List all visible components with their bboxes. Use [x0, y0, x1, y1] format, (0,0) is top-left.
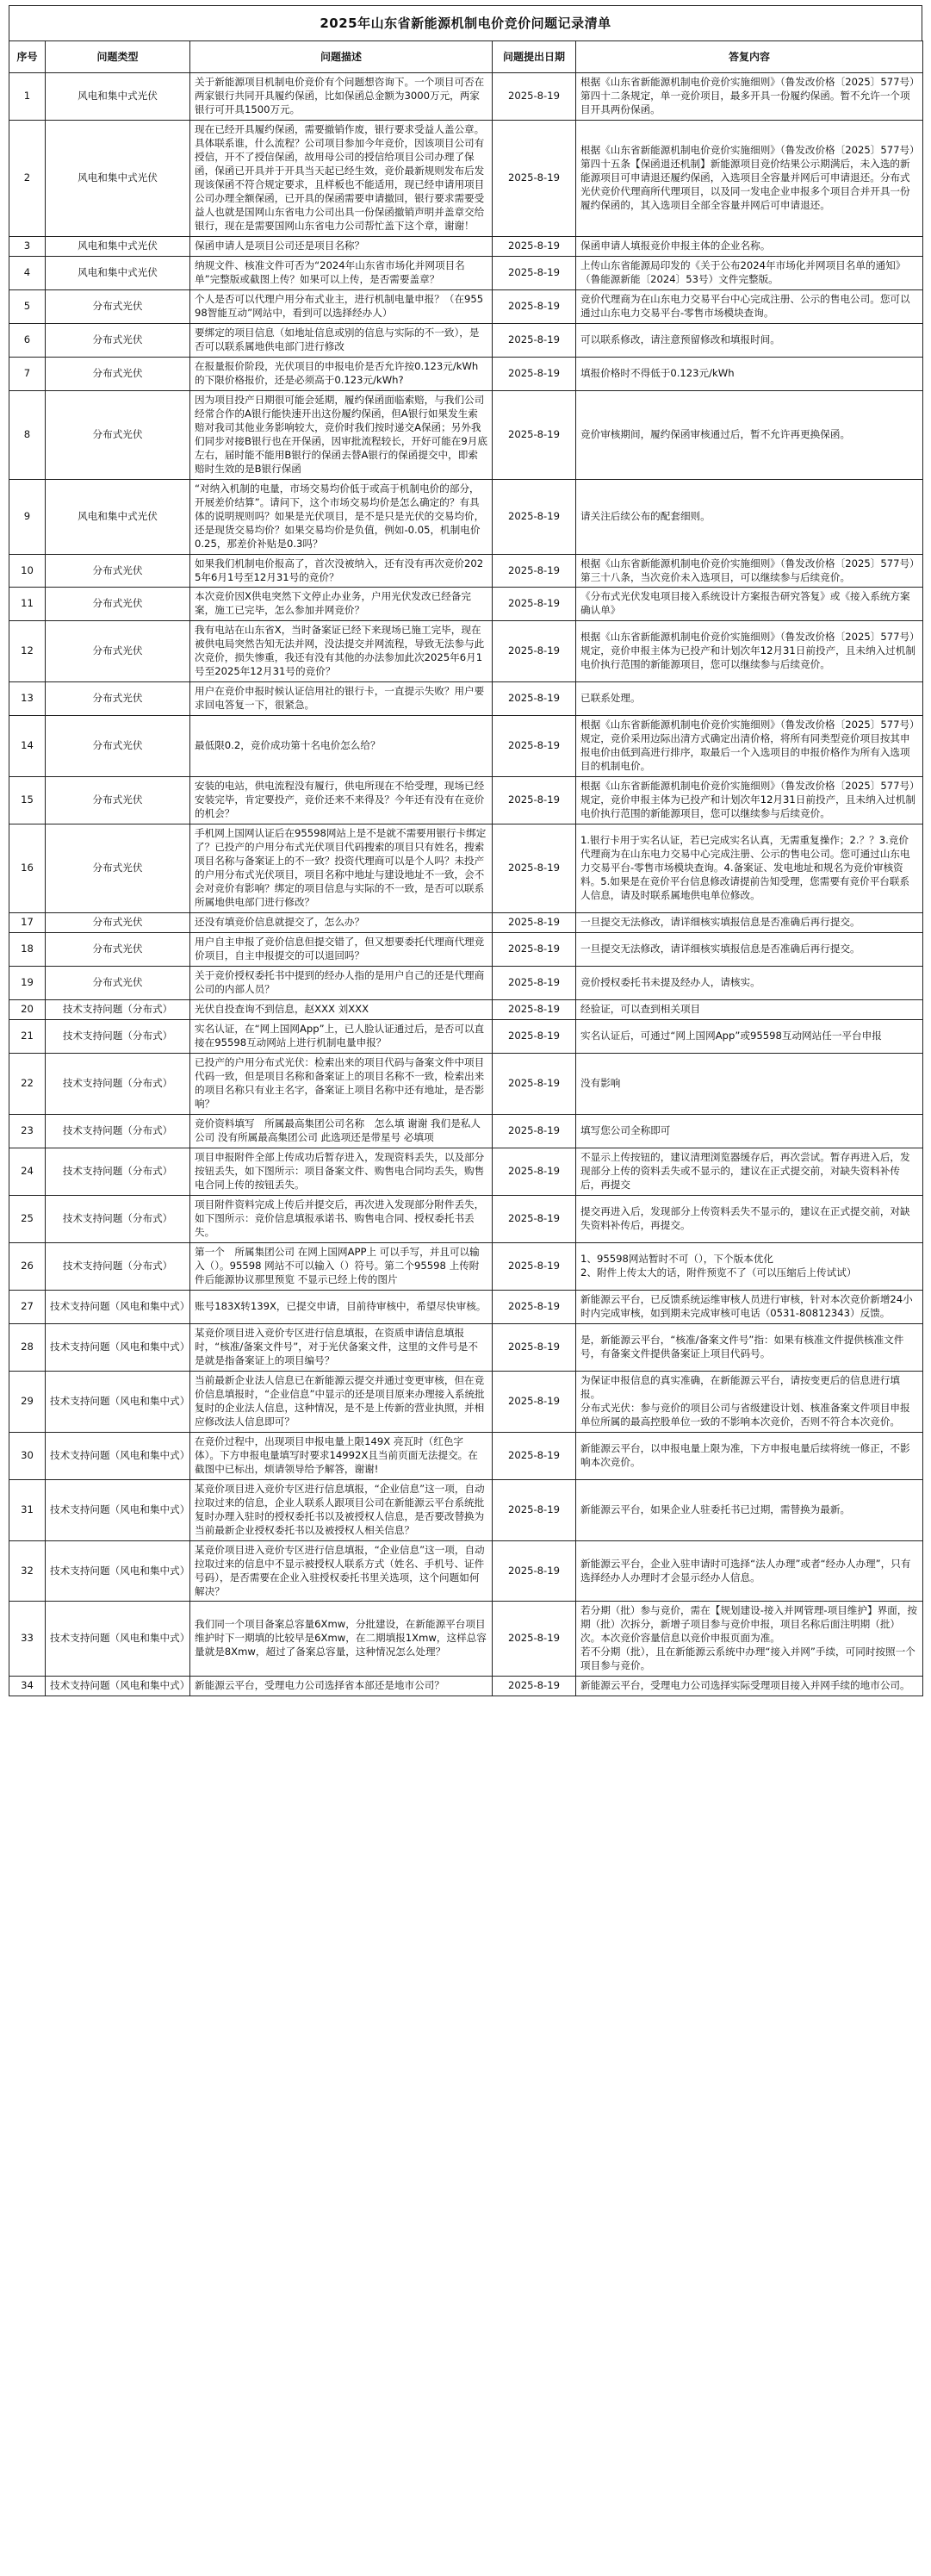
answer-content: 根据《山东省新能源机制电价竞价实施细则》（鲁发改价格〔2025〕577号）第四十五条【保函退还机制】新能源项目竞价结果公示期满后，未入选的新能源项目可申请退还履约保函，入选项目全容量并网后可申请退还。分布式光伏竞价代理商所代理项目，以及同一发电企业申报多个项目合并开具一份履约保函的，其入选项目全部全容量并网后可申请退还。	[576, 120, 923, 236]
table-row	[9, 1148, 923, 1195]
table-row	[9, 554, 923, 588]
question-description: 用户在竞价申报时候认证信用社的银行卡，一直提示失败？用户要求回电答复一下，很紧急。	[190, 682, 493, 716]
question-type: 分布式光伏	[46, 357, 190, 390]
question-type: 风电和集中式光伏	[46, 73, 190, 121]
answer-content: 上传山东省能源局印发的《关于公布2024年市场化并网项目名单的通知》（鲁能源新能〔2024〕53号）文件完整版。	[576, 256, 923, 289]
question-date: 2025-8-19	[493, 289, 576, 323]
question-type: 技术支持问题（分布式）	[46, 1148, 190, 1195]
document-page	[9, 0, 922, 1696]
question-description: 项目附件资料完成上传后并提交后，再次进入发现部分附件丢失，如下图所示：竞价信息填报承诺书、购售电合同、授权委托书丢失。	[190, 1195, 493, 1242]
answer-content: 竞价代理商为在山东电力交易平台中心完成注册、公示的售电公司。您可以通过山东电力交易平台-零售市场模块查询。	[576, 289, 923, 323]
question-date: 2025-8-19	[493, 1290, 576, 1323]
question-type: 风电和集中式光伏	[46, 479, 190, 554]
row-number: 17	[9, 913, 46, 933]
question-type: 技术支持问题（风电和集中式）	[46, 1602, 190, 1677]
table-row	[9, 357, 923, 390]
table-row	[9, 824, 923, 913]
question-type: 风电和集中式光伏	[46, 120, 190, 236]
question-type: 分布式光伏	[46, 554, 190, 588]
row-number: 2	[9, 120, 46, 236]
question-date: 2025-8-19	[493, 1677, 576, 1696]
row-number: 13	[9, 682, 46, 716]
question-date: 2025-8-19	[493, 120, 576, 236]
question-date: 2025-8-19	[493, 1242, 576, 1290]
question-description: 个人是否可以代理户用分布式业主，进行机制电量申报？（在95598智能互动”网站中，看到可以选择经办人）	[190, 289, 493, 323]
question-description: 我有电站在山东省X，当时备案证已经下来现场已施工完毕，现在被供电局突然告知无法并网，没法提交并网流程，导致无法参与此次竞价，损失惨重，我还有没有其他的办法参加此次2025年6月1号至2025年12月31号的竞价？	[190, 621, 493, 682]
question-description: 光伏自投查询不到信息，赵XXX 刘XXX	[190, 1000, 493, 1020]
answer-content: 新能源云平台，已反馈系统运维审核人员进行审核，针对本次竞价新增24小时内完成审核，如到期未完成审核可电话（0531-80812343）反馈。	[576, 1290, 923, 1323]
answer-content: 填写您公司全称即可	[576, 1114, 923, 1148]
question-date: 2025-8-19	[493, 933, 576, 967]
answer-content: 1.银行卡用于实名认证，若已完成实名认真，无需重复操作；2.？？3.竞价代理商为在山东电力交易中心完成注册、公示的售电公司。您可通过山东电力交易平台-零售市场模块查询。4.备案证、发电地址和规名为竞价审核资料。5.如果是在竞价平台信息修改请提前告知受理，您需要有竞价平台联系人信息，请及时联系属地供电单位修改。	[576, 824, 923, 913]
row-number: 21	[9, 1020, 46, 1054]
header-answer: 答复内容	[576, 41, 923, 73]
question-type: 技术支持问题（分布式）	[46, 1195, 190, 1242]
question-description: 竞价资料填写 所属最高集团公司名称 怎么填 谢谢 我们是私人公司 没有所属最高集团公司 此选项还是带星号 必填项	[190, 1114, 493, 1148]
table-row	[9, 1677, 923, 1696]
question-description: 用户自主申报了竞价信息但提交错了，但又想要委托代理商代理竞价项目，自主申报提交的可以退回吗？	[190, 933, 493, 967]
row-number: 18	[9, 933, 46, 967]
answer-content: 为保证申报信息的真实准确，在新能源云平台，请按变更后的信息进行填报。 分布式光伏：参与竞价的项目公司与省级建设计划、核准备案文件项目申报单位所属的最高控股单位一致的不影响本次竞价，否则不符合本次竞价。	[576, 1371, 923, 1432]
question-date: 2025-8-19	[493, 824, 576, 913]
answer-content: 新能源云平台，受理电力公司选择实际受理项目接入并网手续的地市公司。	[576, 1677, 923, 1696]
question-description: 某竞价项目进入竞价专区进行信息填报，“企业信息”这一项，自动拉取过来的信息中不显示被授权人联系方式（姓名、手机号、证件号码），是否需要在企业入驻授权委托书里关选项，这个问题如何解决？	[190, 1540, 493, 1602]
answer-content: 提交再进入后，发现部分上传资料丢失不显示的，建议在正式提交前，对缺失资料补传后，再提交。	[576, 1195, 923, 1242]
answer-content: 根据《山东省新能源机制电价竞价实施细则》（鲁发改价格〔2025〕577号）规定，竞价申报主体为已投产和计划次年12月31日前投产，且未纳入过机制电价执行范围的新能源项目，您可以继续参与后续竞价。	[576, 777, 923, 824]
row-number: 5	[9, 289, 46, 323]
question-date: 2025-8-19	[493, 1602, 576, 1677]
answer-content: 一旦提交无法修改，请详细核实填报信息是否准确后再行提交。	[576, 913, 923, 933]
answer-content: 新能源云平台，企业入驻申请时可选择“法人办理”或者“经办人办理”，只有选择经办人办理时才会显示经办人信息。	[576, 1540, 923, 1602]
qa-table	[9, 40, 923, 1696]
question-date: 2025-8-19	[493, 1371, 576, 1432]
header-date: 问题提出日期	[493, 41, 576, 73]
document-title: 2025年山东省新能源机制电价竞价问题记录清单	[9, 5, 922, 40]
row-number: 32	[9, 1540, 46, 1602]
row-number: 16	[9, 824, 46, 913]
row-number: 33	[9, 1602, 46, 1677]
question-description: 现在已经开具履约保函，需要撤销作废，银行要求受益人盖公章。具体联系谁，什么流程？公司项目参加今年竞价，因该项目公司有授信，开不了授信保函，故用母公司的授信给项目公司办理了保函，保函已开具并于开具当天起已经生效，竞价最新规则发布后发现该保函不符合规定要求，且样板也不能适用，现已经申请用项目公司办理全额保函，已开具的保函需要申请撤回，银行要求需要受益人也就是国网山东省电力公司出具一份保函撤销声明并盖章交给银行，现在是需要国网山东省电力公司帮忙盖下这个章，谢谢！	[190, 120, 493, 236]
table-row	[9, 1020, 923, 1054]
row-number: 25	[9, 1195, 46, 1242]
question-description: 本次竞价因X供电突然下文停止办业务，户用光伏发改已经备完案，施工已完毕，怎么参加并网竞价？	[190, 588, 493, 621]
question-type: 风电和集中式光伏	[46, 236, 190, 256]
row-number: 10	[9, 554, 46, 588]
answer-content: 竞价授权委托书未提及经办人，请核实。	[576, 967, 923, 1000]
question-type: 技术支持问题（风电和集中式）	[46, 1371, 190, 1432]
row-number: 20	[9, 1000, 46, 1020]
row-number: 24	[9, 1148, 46, 1195]
answer-content: 根据《山东省新能源机制电价竞价实施细则》（鲁发改价格〔2025〕577号）规定，竞价采用边际出清方式确定出清价格，将所有同类型竞价项目按其申报电价由低到高进行排序，取最后一个入选项目的申报价格作为所有入选项目的机制电价。	[576, 716, 923, 777]
table-row	[9, 1602, 923, 1677]
question-type: 技术支持问题（风电和集中式）	[46, 1677, 190, 1696]
row-number: 14	[9, 716, 46, 777]
answer-content: 《分布式光伏发电项目接入系统设计方案报告研究答复》或《接入系统方案确认单》	[576, 588, 923, 621]
question-date: 2025-8-19	[493, 256, 576, 289]
question-description: 某竞价项目进入竞价专区进行信息填报，“企业信息”这一项，自动拉取过来的信息，企业人联系人跟项目公司在新能源云平台系统批复时办理入驻时的授权委托书以及被授权人信息，是否要改替换为当前最新企业授权委托书以及被授权人相关信息？	[190, 1479, 493, 1540]
table-row	[9, 479, 923, 554]
question-date: 2025-8-19	[493, 1148, 576, 1195]
row-number: 3	[9, 236, 46, 256]
question-description: 账号183X转139X，已提交申请，目前待审核中，希望尽快审核。	[190, 1290, 493, 1323]
row-number: 7	[9, 357, 46, 390]
table-row	[9, 1242, 923, 1290]
question-description: 保函申请人是项目公司还是项目名称？	[190, 236, 493, 256]
table-row	[9, 1000, 923, 1020]
question-description: 已投产的户用分布式光伏：检索出来的项目代码与备案文件中项目代码一致，但是项目名称和备案证上的项目名称不一致，检索出来的项目名称只有业主名字，备案证上项目名称中还有地址，是否影响？	[190, 1054, 493, 1115]
header-no: 序号	[9, 41, 46, 73]
answer-content: 经验证，可以查到相关项目	[576, 1000, 923, 1020]
answer-content: 根据《山东省新能源机制电价竞价实施细则》（鲁发改价格〔2025〕577号）第四十二条规定，单一竞价项目，最多开具一份履约保函。暂不允许一个项目开具两份保函。	[576, 73, 923, 121]
table-row	[9, 236, 923, 256]
row-number: 12	[9, 621, 46, 682]
row-number: 28	[9, 1323, 46, 1371]
answer-content: 根据《山东省新能源机制电价竞价实施细则》（鲁发改价格〔2025〕577号）第三十八条，当次竞价未入选项目，可以继续参与后续竞价。	[576, 554, 923, 588]
question-description: “对纳入机制的电量，市场交易均价低于或高于机制电价的部分，开展差价结算”。请问下，这个市场交易均价是怎么确定的？有具体的说明规则吗？如果是光伏项目，是不是只是光伏的交易均价，还是现货交易均价？如果交易均价是负值，例如-0.05，机制电价0.25，那差价补贴是0.3吗？	[190, 479, 493, 554]
table-row	[9, 716, 923, 777]
answer-content: 请关注后续公布的配套细则。	[576, 479, 923, 554]
question-type: 分布式光伏	[46, 824, 190, 913]
question-description: 在报量报价阶段，光伏项目的申报电价是否允许按0.123元/kWh的下限价格报价，还是必须高于0.123元/kWh?	[190, 357, 493, 390]
question-type: 分布式光伏	[46, 588, 190, 621]
question-type: 技术支持问题（风电和集中式）	[46, 1432, 190, 1479]
table-row	[9, 256, 923, 289]
answer-content: 根据《山东省新能源机制电价竞价实施细则》（鲁发改价格〔2025〕577号）规定，竞价申报主体为已投产和计划次年12月31日前投产，且未纳入过机制电价执行范围的新能源项目，您可以继续参与后续竞价。	[576, 621, 923, 682]
row-number: 34	[9, 1677, 46, 1696]
table-row	[9, 1195, 923, 1242]
row-number: 4	[9, 256, 46, 289]
header-description: 问题描述	[190, 41, 493, 73]
table-row	[9, 323, 923, 357]
table-row	[9, 289, 923, 323]
question-description: 当前最新企业法人信息已在新能源云提交并通过变更审核，但在竞价信息填报时，“企业信息”中显示的还是项目原来办理接入系统批复时的企业法人信息，这种情况，是不是上传新的营业执照，并相应修改法人信息即可？	[190, 1371, 493, 1432]
answer-content: 保函申请人填报竞价申报主体的企业名称。	[576, 236, 923, 256]
answer-content: 没有影响	[576, 1054, 923, 1115]
table-row	[9, 777, 923, 824]
question-type: 分布式光伏	[46, 390, 190, 479]
table-row	[9, 588, 923, 621]
table-row	[9, 933, 923, 967]
table-row	[9, 73, 923, 121]
table-row	[9, 390, 923, 479]
question-date: 2025-8-19	[493, 1195, 576, 1242]
question-date: 2025-8-19	[493, 913, 576, 933]
question-type: 技术支持问题（风电和集中式）	[46, 1290, 190, 1323]
table-row	[9, 1290, 923, 1323]
question-date: 2025-8-19	[493, 1000, 576, 1020]
answer-content: 是，新能源云平台，“核准/备案文件号”指：如果有核准文件提供核准文件号，有备案文件提供备案证上项目代码号。	[576, 1323, 923, 1371]
table-row	[9, 1323, 923, 1371]
question-date: 2025-8-19	[493, 621, 576, 682]
row-number: 8	[9, 390, 46, 479]
question-date: 2025-8-19	[493, 554, 576, 588]
question-date: 2025-8-19	[493, 1323, 576, 1371]
question-type: 分布式光伏	[46, 967, 190, 1000]
table-row	[9, 621, 923, 682]
table-row	[9, 1371, 923, 1432]
table-body	[9, 73, 923, 1696]
question-date: 2025-8-19	[493, 1114, 576, 1148]
row-number: 6	[9, 323, 46, 357]
table-row	[9, 1479, 923, 1540]
row-number: 19	[9, 967, 46, 1000]
question-description: 第一个 所属集团公司 在网上国网APP上 可以手写，并且可以输入（）。95598 网站不可以输入（）符号。第二个95598 上传附件后能源协议那里预览 不显示已经上传的图片	[190, 1242, 493, 1290]
question-type: 分布式光伏	[46, 716, 190, 777]
question-type: 技术支持问题（风电和集中式）	[46, 1323, 190, 1371]
question-description: 因为项目投产日期很可能会延期，履约保函面临索赔，与我们公司经常合作的A银行能快速开出这份履约保函，但A银行如果发生索赔对我司其他业务影响较大，竞价时我们按时递交A保函；另外我们同步对接B银行也在开保函，因审批流程较长，开好可能在9月底左右，届时能不能用B银行的保函去替A银行的保函提交中，即索赔时生效的是B银行保函	[190, 390, 493, 479]
question-description: 在竞价过程中，出现项目申报电量上限149X 亮瓦时（红色字体）。下方申报电量填写时要求14992X且当前页面无法提交。在截图中已标出，烦请领导给予解答，谢谢!	[190, 1432, 493, 1479]
table-row	[9, 682, 923, 716]
question-date: 2025-8-19	[493, 1432, 576, 1479]
question-type: 分布式光伏	[46, 323, 190, 357]
question-description: 实名认证，在“网上国网App”上，已人脸认证通过后，是否可以直接在95598互动网站上进行机制电量申报？	[190, 1020, 493, 1054]
question-date: 2025-8-19	[493, 323, 576, 357]
question-type: 技术支持问题（分布式）	[46, 1020, 190, 1054]
row-number: 9	[9, 479, 46, 554]
question-description: 手机网上国网认证后在95598网站上是不是就不需要用银行卡绑定了？已投产的户用分布式光伏项目代码搜索的项目只有姓名，搜索项目名称与备案证上的不一致？投资代理商可以是个人吗？未投产的户用分布式光伏项目，项目名称中地址与建设地址不一致，会不会对竞价有影响？绑定的项目信息与实际的不一致，是否可以联系所属地供电部门进行修改？	[190, 824, 493, 913]
row-number: 30	[9, 1432, 46, 1479]
question-description: 我们同一个项目备案总容量6Xmw，分批建设，在新能源平台项目维护时下一期填的比较早是6Xmw，在二期填报1Xmw，这样总容量就是8Xmw，超过了备案总容量，这种情况怎么处理？	[190, 1602, 493, 1677]
answer-content: 实名认证后，可通过“网上国网App”或95598互动网站任一平台申报	[576, 1020, 923, 1054]
question-date: 2025-8-19	[493, 236, 576, 256]
question-date: 2025-8-19	[493, 1540, 576, 1602]
answer-content: 已联系处理。	[576, 682, 923, 716]
question-description: 安装的电站，供电流程没有履行，供电所现在不给受理，现场已经安装完毕，肯定要投产，竞价还来不来得及？今年还有没有在竞价的机会？	[190, 777, 493, 824]
question-date: 2025-8-19	[493, 1054, 576, 1115]
answer-content: 可以联系修改，请注意预留修改和填报时间。	[576, 323, 923, 357]
question-date: 2025-8-19	[493, 1479, 576, 1540]
question-type: 技术支持问题（分布式）	[46, 1054, 190, 1115]
answer-content: 新能源云平台，如果企业人驻委托书已过期，需替换为最新。	[576, 1479, 923, 1540]
question-type: 分布式光伏	[46, 933, 190, 967]
row-number: 31	[9, 1479, 46, 1540]
question-type: 分布式光伏	[46, 289, 190, 323]
row-number: 27	[9, 1290, 46, 1323]
row-number: 22	[9, 1054, 46, 1115]
question-date: 2025-8-19	[493, 588, 576, 621]
row-number: 1	[9, 73, 46, 121]
question-date: 2025-8-19	[493, 716, 576, 777]
question-description: 还没有填竞价信息就提交了，怎么办？	[190, 913, 493, 933]
question-description: 要绑定的项目信息（如地址信息或别的信息与实际的不一致），是否可以联系属地供电部门进行修改	[190, 323, 493, 357]
answer-content: 1、95598网站暂时不可（），下个版本优化 2、附件上传太大的话，附件预览不了（可以压缩后上传试试）	[576, 1242, 923, 1290]
question-type: 分布式光伏	[46, 682, 190, 716]
row-number: 15	[9, 777, 46, 824]
question-date: 2025-8-19	[493, 967, 576, 1000]
answer-content: 填报价格时不得低于0.123元/kWh	[576, 357, 923, 390]
row-number: 23	[9, 1114, 46, 1148]
question-date: 2025-8-19	[493, 479, 576, 554]
question-date: 2025-8-19	[493, 682, 576, 716]
row-number: 26	[9, 1242, 46, 1290]
question-description: 如果我们机制电价报高了，首次没被纳入，还有没有再次竞价2025年6月1号至12月31号的竞价？	[190, 554, 493, 588]
question-description: 纳规文件、核准文件可否为“2024年山东省市场化并网项目名单”完整版或截图上传？如果可以上传，是否需要盖章？	[190, 256, 493, 289]
question-type: 技术支持问题（分布式）	[46, 1000, 190, 1020]
table-row	[9, 1540, 923, 1602]
table-row	[9, 1054, 923, 1115]
table-header-row	[9, 41, 923, 73]
question-description: 项目申报附件全部上传成功后暂存进入，发现资料丢失，以及部分按钮丢失，如下图所示：项目备案文件、购售电合同均丢失，购售电合同上传的按钮丢失。	[190, 1148, 493, 1195]
question-date: 2025-8-19	[493, 357, 576, 390]
question-description: 新能源云平台，受理电力公司选择省本部还是地市公司？	[190, 1677, 493, 1696]
question-description: 关于竞价授权委托书中提到的经办人指的是用户自己的还是代理商公司的内部人员？	[190, 967, 493, 1000]
question-date: 2025-8-19	[493, 1020, 576, 1054]
question-date: 2025-8-19	[493, 390, 576, 479]
question-type: 分布式光伏	[46, 621, 190, 682]
answer-content: 若分期（批）参与竞价，需在【规划建设-接入并网管理-项目维护】界面，按期（批）次拆分，新增子项目参与竞价申报，项目名称后面注明期（批）次。本次竞价容量信息以竞价申报页面为准。 若不分期（批），且在新能源云系统中办理“接入并网”手续，可同时按照一个项目参与竞价。	[576, 1602, 923, 1677]
question-description: 关于新能源项目机制电价竞价有个问题想咨询下。一个项目可否在两家银行共同开具履约保函，比如保函总金额为3000万元，两家银行可开具1500万元。	[190, 73, 493, 121]
question-date: 2025-8-19	[493, 777, 576, 824]
answer-content: 一旦提交无法修改，请详细核实填报信息是否准确后再行提交。	[576, 933, 923, 967]
question-type: 技术支持问题（分布式）	[46, 1114, 190, 1148]
question-type: 技术支持问题（风电和集中式）	[46, 1479, 190, 1540]
answer-content: 新能源云平台，以申报电量上限为准，下方申报电量后续将统一修正，不影响本次竞价。	[576, 1432, 923, 1479]
table-row	[9, 1432, 923, 1479]
question-type: 技术支持问题（分布式）	[46, 1242, 190, 1290]
table-row	[9, 967, 923, 1000]
table-row	[9, 913, 923, 933]
question-type: 分布式光伏	[46, 777, 190, 824]
table-row	[9, 1114, 923, 1148]
question-type: 技术支持问题（风电和集中式）	[46, 1540, 190, 1602]
row-number: 29	[9, 1371, 46, 1432]
question-description: 某竞价项目进入竞价专区进行信息填报，在资质申请信息填报时，“核准/备案文件号”，对于光伏备案文件，这里的文件号是不是就是指备案证上的项目编号？	[190, 1323, 493, 1371]
question-date: 2025-8-19	[493, 73, 576, 121]
question-type: 风电和集中式光伏	[46, 256, 190, 289]
table-row	[9, 120, 923, 236]
answer-content: 不显示上传按钮的，建议清理浏览器缓存后，再次尝试。暂存再进入后，发现部分上传的资料丢失或不显示的，建议在正式提交前，对缺失资料补传后，再提交	[576, 1148, 923, 1195]
row-number: 11	[9, 588, 46, 621]
question-type: 分布式光伏	[46, 913, 190, 933]
header-type: 问题类型	[46, 41, 190, 73]
question-description: 最低限0.2，竞价成功第十名电价怎么给？	[190, 716, 493, 777]
answer-content: 竞价审核期间，履约保函审核通过后，暂不允许再更换保函。	[576, 390, 923, 479]
